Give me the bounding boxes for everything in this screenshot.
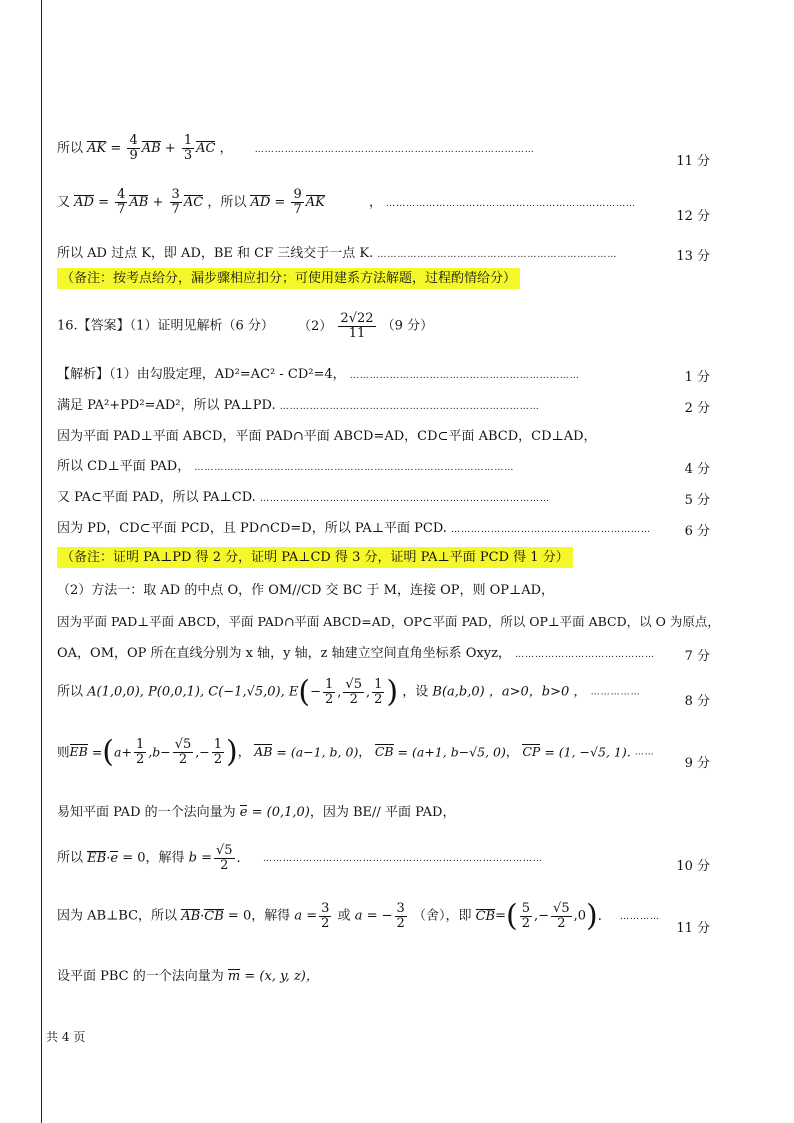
- paren: ): [225, 734, 238, 770]
- text: ，所以: [207, 195, 247, 210]
- text: 设平面 PBC 的一个法向量为: [57, 969, 224, 984]
- fraction: $\frac{4}{7}$: [117, 187, 126, 217]
- vector-AD: AD: [74, 195, 94, 210]
- vector-AK: AK: [87, 141, 107, 156]
- leader-dots: ……………………………………………………: [451, 525, 652, 535]
- fraction: $\frac{1}{2}$: [374, 677, 383, 707]
- leader-dots: ……………………………………………………………………………: [259, 494, 550, 504]
- score-11b: 11 分: [676, 921, 710, 936]
- vector-m: m: [227, 969, 241, 984]
- margin-line: [41, 0, 42, 1123]
- method-line-2: [57, 613, 754, 631]
- fraction: $\frac{√5}{2}$: [174, 737, 192, 767]
- paren: (: [298, 674, 311, 710]
- coordinates-line: 所以 A(1,0,0), P(0,0,1), C(−1,√5,0), E(− $\frac{1}{2}$ , $\frac{√5}{2}$ , $\frac{1}{2}$ ) ，设 B(a,b,0) ，a>0，b>0 ， ……………: [57, 674, 641, 710]
- score-5: 5 分: [684, 493, 710, 508]
- fraction-answer: [338, 312, 375, 341]
- vector-AD: AD: [250, 195, 271, 210]
- text: （9 分）: [381, 318, 434, 334]
- method-line-1: [57, 582, 710, 600]
- text: ，: [368, 195, 382, 210]
- score-13: 13 分: [676, 249, 710, 264]
- vector-AC: AC: [196, 141, 216, 156]
- vector-CP: CP: [522, 744, 541, 759]
- vector-AB: AB: [181, 909, 201, 924]
- highlighted-note: （备注：按考点给分，漏步骤相应扣分；可使用建系方法解题，过程酌情给分）: [57, 268, 520, 289]
- conditions: ，a>0，b>0 ，: [488, 684, 587, 700]
- score-7: 7 分: [684, 649, 710, 664]
- leader-dots: ……………………………………………………………………………………: [194, 463, 515, 473]
- score-11: 11 分: [676, 154, 710, 169]
- paren: ): [586, 898, 598, 934]
- score-1: 1 分: [684, 370, 710, 385]
- score-4: 4 分: [684, 462, 710, 477]
- pbc-normal-line: [57, 968, 710, 986]
- text: （2）: [298, 318, 333, 334]
- score-9: 9 分: [684, 756, 710, 771]
- text: ，设: [402, 684, 429, 700]
- text: 易知平面 PAD 的一个法向量为: [57, 805, 236, 820]
- vector-CB: CB: [475, 909, 496, 924]
- text: 所以: [57, 684, 84, 700]
- leader-dots: …………………………………………………………………………: [254, 145, 535, 155]
- score-6: 6 分: [684, 524, 710, 539]
- remark-1: [57, 270, 520, 288]
- text: 或: [337, 908, 351, 924]
- vector-e: e: [239, 805, 248, 820]
- fraction: $\frac{9}{7}$: [293, 187, 302, 217]
- leader-dots: ………………………………………………………………: [377, 250, 618, 260]
- vector-CB: CB: [204, 909, 224, 924]
- vector-AK: AK: [305, 195, 325, 210]
- vector-EB: EB: [87, 851, 107, 866]
- fraction: $\frac{1}{3}$: [183, 133, 193, 163]
- leader-dots: ……………………………………………………………………: [279, 402, 540, 412]
- b-equals: b =: [188, 850, 212, 866]
- solution-line-3: [57, 428, 710, 446]
- vector-m-value: = (x, y, z)，: [244, 969, 319, 984]
- fraction: $\frac{√5}{2}$: [215, 843, 233, 873]
- leader-dots: ……………………………………: [515, 650, 656, 660]
- numerator: 2√22: [340, 311, 374, 326]
- points: A(1,0,0), P(0,0,1), C(−1,√5,0), E: [87, 684, 299, 700]
- leader-dots: ……………: [590, 687, 641, 698]
- text: 【解析】（1）由勾股定理，AD²=AC² - CD²=4，: [57, 367, 346, 382]
- fraction: $\frac{3}{2}$: [321, 901, 330, 931]
- solution-line-2: [57, 397, 710, 416]
- text: OA，OM，OP 所在直线分别为 x 轴，y 轴，z 轴建立空间直角坐标系 Oxyz，: [57, 646, 511, 661]
- method-line-3: [57, 645, 710, 664]
- denominator: 11: [348, 326, 366, 341]
- vector-CB-value: = (a+1, b−√5, 0): [397, 744, 506, 760]
- fraction: $\frac{1}{2}$: [213, 737, 222, 767]
- fraction: $\frac{√5}{2}$: [345, 677, 362, 707]
- text: 满足 PA²+PD²=AD²，所以 PA⊥PD.: [57, 398, 276, 413]
- highlighted-note: （备注：证明 PA⊥PD 得 2 分，证明 PA⊥CD 得 3 分，证明 PA⊥平面 PCD 得 1 分）: [57, 547, 573, 568]
- normal-vector-line: [57, 804, 710, 822]
- proof-line-1: 所以 AK = $\frac{4}{9}$ AB + $\frac{1}{3}$ AC ， …………………………………………………………………………: [57, 133, 535, 163]
- page-footer: 共 4 页: [46, 1030, 86, 1044]
- text: 因为 AB⊥BC，所以: [57, 908, 178, 924]
- vector-CB: CB: [374, 744, 394, 759]
- text: 又: [57, 195, 71, 210]
- vectors-line: 则EB =(a+ $\frac{1}{2}$ ,b− $\frac{√5}{2}$ ,− $\frac{1}{2}$ )， AB = (a−1, b, 0)， CB = (a+1, b−√5, 0)， CP = (1, −√5, 1). ……: [57, 734, 655, 770]
- vector-e: e: [110, 851, 119, 866]
- paren: (: [102, 734, 115, 770]
- a-equals-negative: a = −: [354, 908, 393, 924]
- solution-line-6: [57, 520, 710, 539]
- solve-b-line: 所以 EB·e = 0，解得 b = $\frac{√5}{2}$ . …………………………………………………………………………: [57, 843, 543, 873]
- leader-dots: …………………………………………………………………………: [262, 853, 543, 864]
- solve-a-line: 因为 AB⊥BC，所以 AB·CB = 0，解得 a = $\frac{3}{2}$ 或 a = − $\frac{3}{2}$ （舍），即 CB=( $\frac{5}{2}$ ,− $\frac{√5}{2}$ ,0). …………: [57, 898, 660, 934]
- leader-dots: ……: [634, 747, 655, 758]
- solution-line-5: [57, 489, 710, 508]
- fraction: $\frac{3}{7}$: [171, 187, 180, 217]
- leader-dots: …………: [620, 911, 660, 922]
- fraction: $\frac{1}{2}$: [325, 677, 334, 707]
- vector-AB: AB: [254, 744, 273, 759]
- leader-dots: ……………………………………………………………: [349, 371, 580, 381]
- fraction: $\frac{3}{2}$: [396, 901, 405, 931]
- remark-2: [57, 549, 573, 567]
- vector-AB-value: = (a−1, b, 0): [276, 744, 359, 760]
- fraction: $\frac{√5}{2}$: [553, 901, 570, 931]
- text: 因为平面 PAD⊥平面 ABCD，平面 PAD∩平面 ABCD=AD，OP⊂平面 PAD，所以 OP⊥平面 ABCD，以 O 为原点，: [57, 614, 720, 629]
- score-10: 10 分: [676, 859, 710, 874]
- text: 16.【答案】（1）证明见解析（6 分）: [57, 318, 274, 334]
- score-2: 2 分: [684, 401, 710, 416]
- solution-line-4: [57, 458, 710, 477]
- fraction: $\frac{4}{9}$: [129, 133, 138, 163]
- text: 则: [57, 744, 70, 760]
- text: = 0，解得: [122, 850, 185, 866]
- leader-dots: …………………………………………………………………: [386, 199, 637, 209]
- text: ，: [219, 141, 233, 156]
- text: ，因为 BE// 平面 PAD，: [309, 805, 456, 820]
- solution-line-1: [57, 366, 710, 385]
- text: 所以: [57, 850, 84, 866]
- proof-line-3: [57, 245, 710, 264]
- paren: (: [506, 898, 518, 934]
- text: （舍），即: [412, 908, 472, 924]
- vector-EB: EB: [69, 744, 88, 759]
- q16-answer: [57, 312, 710, 352]
- fraction: $\frac{5}{2}$: [521, 901, 531, 931]
- proof-line-2: 又 AD = $\frac{4}{7}$ AB + $\frac{3}{7}$ AC ，所以 AD = $\frac{9}{7}$ AK ， …………………………………………………………………: [57, 187, 637, 217]
- a-equals: a =: [294, 908, 318, 924]
- vector-AB: AB: [141, 141, 161, 156]
- vector-AC: AC: [183, 195, 204, 210]
- text: 因为 PD，CD⊂平面 PCD，且 PD∩CD=D，所以 PA⊥平面 PCD.: [57, 521, 447, 536]
- minus: −: [310, 684, 321, 700]
- text: = 0，解得: [227, 908, 291, 924]
- text: 所以 AD 过点 K，即 AD，BE 和 CF 三线交于一点 K.: [57, 246, 374, 261]
- score-12: 12 分: [676, 209, 710, 224]
- vector-AB: AB: [129, 195, 149, 210]
- paren: ): [386, 674, 399, 710]
- text: 所以 CD⊥平面 PAD，: [57, 459, 191, 474]
- point-B: B(a,b,0): [432, 684, 485, 700]
- score-8: 8 分: [684, 694, 710, 709]
- vector-CP-value: = (1, −√5, 1).: [544, 744, 631, 760]
- vector-e-value: = (0,1,0): [251, 805, 310, 820]
- text: 所以: [57, 141, 84, 156]
- fraction: $\frac{1}{2}$: [135, 737, 145, 767]
- text: 又 PA⊂平面 PAD，所以 PA⊥CD.: [57, 490, 256, 505]
- text: 因为平面 PAD⊥平面 ABCD，平面 PAD∩平面 ABCD=AD，CD⊂平面 ABCD，CD⊥AD，: [57, 429, 597, 444]
- text: （2）方法一：取 AD 的中点 O，作 OM//CD 交 BC 于 M，连接 OP，则 OP⊥AD，: [57, 583, 555, 598]
